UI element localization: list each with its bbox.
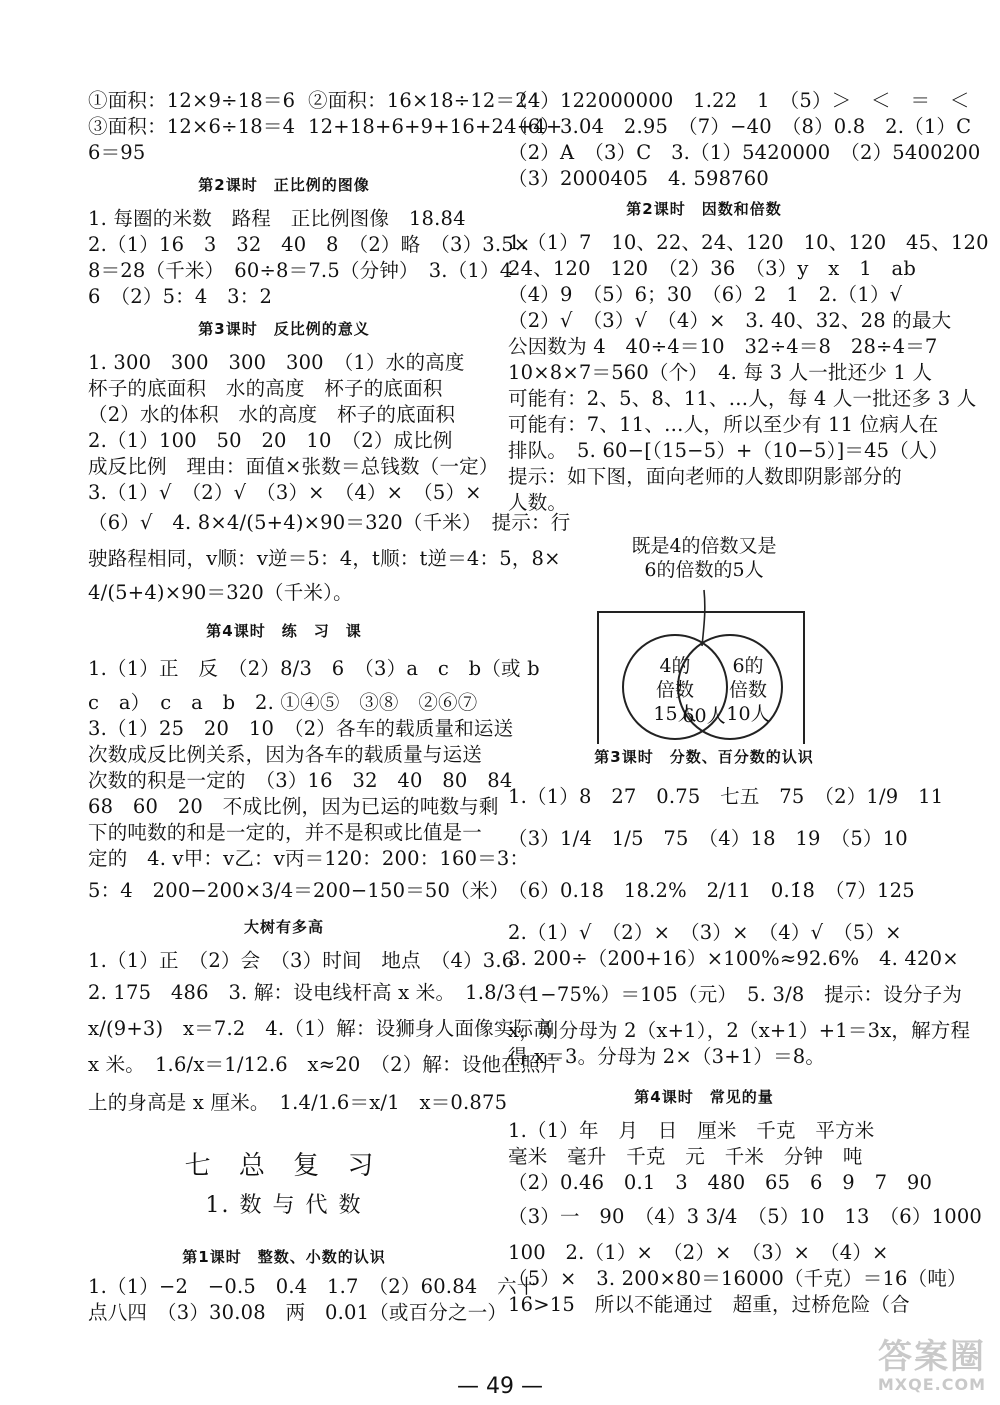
text-line: 1. 每圈的米数 路程 正比例图像 18.84 <box>88 207 466 230</box>
text-line: 5：4 200−200×3/4＝200−150＝50（米） <box>88 879 510 902</box>
text-line: 3. 200÷（200+16）×100%≈92.6% 4. 420× <box>508 947 959 970</box>
page-number: — 49 — <box>457 1374 543 1399</box>
section-title: 第3课时 反比例的意义 <box>198 320 370 338</box>
text-line: （6）√ 4. 8×4/(5+4)×90＝320（千米） 提示：行 <box>88 511 571 534</box>
text-line: （3）1/4 1/5 75 （4）18 19 （5）10 <box>508 827 908 850</box>
text-line: （2）√ （3）√ （4）× 3. 40、32、28 的最大 <box>508 309 952 332</box>
text-line: ①面积：12×9÷18＝6 ②面积：16×18÷12＝24 <box>88 89 541 112</box>
text-line: x/(9+3) x＝7.2 4.（1）解：设狮身人面像实际高 <box>88 1017 553 1040</box>
text-line: 上的身高是 x 厘米。 1.4/1.6＝x/1 x＝0.875 <box>88 1091 508 1114</box>
text-line: （1−75%）＝105（元） 5. 3/8 提示：设分子为 <box>508 983 963 1006</box>
section-title: 第2课时 因数和倍数 <box>626 200 782 218</box>
text-line: （2）0.46 0.1 3 480 65 6 9 7 90 <box>508 1171 933 1194</box>
section-title: 大树有多高 <box>243 918 324 936</box>
text-line: 可能有：2、5、8、11、…人，每 4 人一批还多 3 人 <box>508 387 977 410</box>
text-line: 排队。 5. 60−[（15−5）+（10−5）]＝45（人） <box>508 439 949 462</box>
text-line: （2）水的体积 水的高度 杯子的底面积 <box>88 403 456 426</box>
text-line: （3）2000405 4. 598760 <box>508 167 769 190</box>
text-line: 驶路程相同，v顺：v逆＝5：4，t顺：t逆＝4：5，8× <box>88 547 561 570</box>
text-line: x，则分母为 2（x+1），2（x+1）+1＝3x，解方程 <box>508 1019 971 1042</box>
text-line: ③面积：12×6÷18＝4 12+18+6+9+16+24+4+ <box>88 115 563 138</box>
text-line: （4）122000000 1.22 1 （5）＞ ＜ ＝ ＜ <box>508 89 970 112</box>
text-line: 得 x＝3。分母为 2×（3+1）＝8。 <box>508 1045 826 1068</box>
venn-caption: 既是4的倍数又是 <box>631 535 777 557</box>
text-line: （5）× 3. 200×80＝16000（千克）＝16（吨） <box>508 1267 967 1290</box>
text-line: 点八四 （3）30.08 两 0.01（或百分之一） <box>88 1301 508 1324</box>
text-line: 杯子的底面积 水的高度 杯子的底面积 <box>88 377 443 400</box>
text-line: 2.（1）√ （2）× （3）× （4）√ （5）× <box>508 921 902 944</box>
section-title: 第4课时 练 习 课 <box>206 622 362 640</box>
text-line: 1.（1）7 10、22、24、120 10、120 45、120 <box>508 231 989 254</box>
text-line: 4/(5+4)×90＝320（千米）。 <box>88 581 353 604</box>
text-line: 2. 175 486 3. 解：设电线杆高 x 米。 1.8/3＝ <box>88 981 536 1004</box>
text-line: （6）0.18 18.2% 2/11 0.1̇8̇ （7）125 <box>508 879 915 902</box>
text-line: c a） c a b 2. ①④⑤ ③⑧ ②⑥⑦ <box>88 691 478 714</box>
text-line: x 米。 1.6/x＝1/12.6 x≈20 （2）解：设他在照片 <box>88 1053 561 1076</box>
text-line: （2）A （3）C 3.（1）5420000 （2）5400200 <box>508 141 981 164</box>
text-line: 1.（1）正 （2）会 （3）时间 地点 （4）3.6 <box>88 949 515 972</box>
section-title: 第3课时 分数、百分数的认识 <box>594 748 814 766</box>
text-line: 24、120 120 （2）36 （3）y x 1 ab <box>508 257 917 280</box>
venn-left-label: 4的 倍数 15人 <box>653 655 697 725</box>
text-line: 1. 300 300 300 300 （1）水的高度 <box>88 351 465 374</box>
venn-right-label: 6的 倍数 10人 <box>726 655 770 725</box>
text-line: 人数。 <box>508 491 568 514</box>
section-title: 第1课时 整数、小数的认识 <box>182 1248 386 1266</box>
text-line: 公因数为 4 40÷4＝10 32÷4＝8 28÷4＝7 <box>508 335 938 358</box>
text-line: 3.（1）√ （2）√ （3）× （4）× （5）× <box>88 481 482 504</box>
text-line: 68 60 20 不成比例，因为已运的吨数与剩 <box>88 795 499 818</box>
text-line: 100 2.（1）× （2）× （3）× （4）× <box>508 1241 889 1264</box>
text-line: 1.（1）−2 −0.5 0.4 1.7 （2）60.84 六十 <box>88 1275 537 1298</box>
text-line: 1.（1）年 月 日 厘米 千克 平方米 <box>508 1119 875 1142</box>
text-line: 1.（1）正 反 （2）8/3 6 （3）a c b（或 b <box>88 657 540 680</box>
section-title: 第2课时 正比例的图像 <box>198 176 370 194</box>
text-line: 8＝28（千米） 60÷8＝7.5（分钟） 3.（1）4 <box>88 259 513 282</box>
subchapter-title: 1. 数 与 代 数 <box>205 1193 363 1218</box>
text-line: （3）一 90 （4）3 3/4 （5）10 13 （6）1000 <box>508 1205 983 1228</box>
text-line: 2.（1）16 3 32 40 8 （2）略 （3）3.5× <box>88 233 531 256</box>
venn-caption: 6的倍数的5人 <box>644 559 764 581</box>
text-line: 成反比例 理由：面值×张数＝总钱数（一定） <box>88 455 499 478</box>
text-line: （4）9 （5）6；30 （6）2 1 2.（1）√ <box>508 283 903 306</box>
text-line: 可能有：7、11、…人，所以至少有 11 位病人在 <box>508 413 939 436</box>
section-title: 第4课时 常见的量 <box>634 1088 774 1106</box>
text-line: 6＝95 <box>88 141 146 164</box>
chapter-title: 七 总 复 习 <box>184 1151 384 1181</box>
text-line: 毫米 毫升 千克 元 千米 分钟 吨 <box>508 1145 863 1168</box>
text-line: 次数的积是一定的 （3）16 32 40 80 84 <box>88 769 513 792</box>
text-line: 提示：如下图，面向老师的人数即阴影部分的 <box>508 465 903 488</box>
watermark-logo: 答案圈 MXQE.COM <box>877 1337 986 1394</box>
text-line: 次数成反比例关系，因为各车的载质量与运送 <box>88 743 483 766</box>
text-line: 1.（1）8 27 0.75 七五 75 （2）1/9 11 <box>508 785 944 808</box>
venn-total: 60人 <box>682 705 726 727</box>
text-line: 3.（1）25 20 10 （2）各车的载质量和运送 <box>88 717 514 740</box>
text-line: 2.（1）100 50 20 10 （2）成比例 <box>88 429 453 452</box>
text-line: 下的吨数的和是一定的，并不是积或比值是一 <box>88 821 483 844</box>
text-line: 16>15 所以不能通过 超重，过桥危险（合 <box>508 1293 910 1316</box>
text-line: 定的 4. v甲：v乙：v丙＝120：200：160＝3： <box>88 847 530 870</box>
text-line: （6）3.04 2.95 （7）−40 （8）0.8 2.（1）C <box>508 115 972 138</box>
text-line: 10×8×7＝560（个） 4. 每 3 人一批还少 1 人 <box>508 361 933 384</box>
text-line: 6 （2）5：4 3：2 <box>88 285 273 308</box>
